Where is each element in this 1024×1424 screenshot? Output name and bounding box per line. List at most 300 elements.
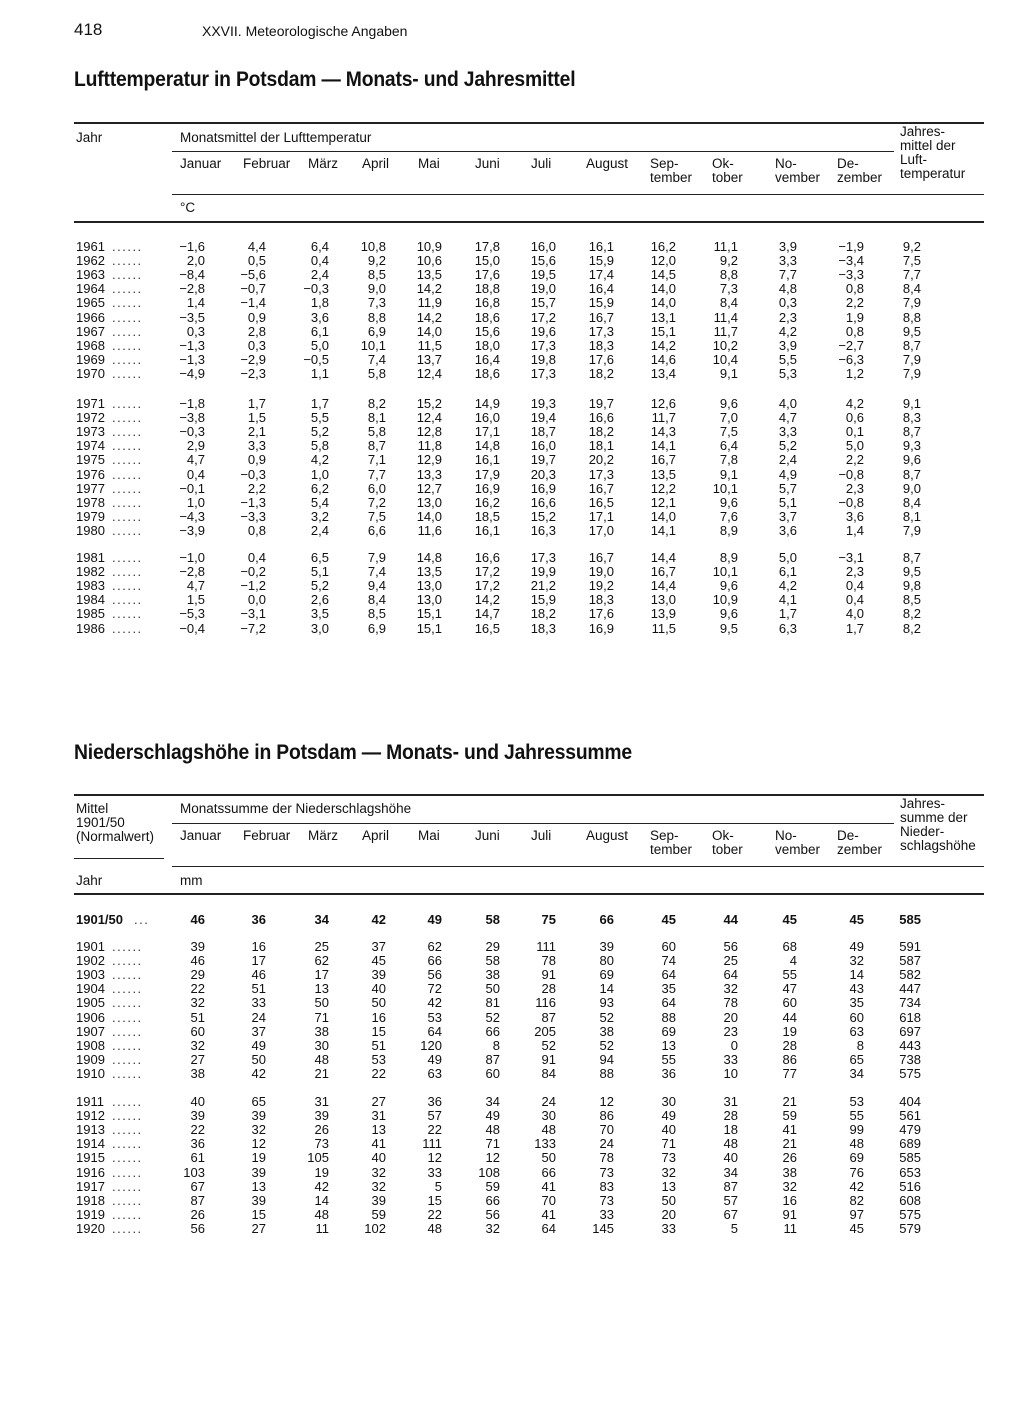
- table-row-value: 14,6: [650, 351, 676, 367]
- table-row-value: 2,4: [310, 267, 329, 283]
- table-row-value: 13,3: [416, 466, 442, 482]
- leader-dots: ......: [112, 967, 143, 983]
- annual-header-line: summe der: [900, 810, 968, 825]
- table-row-year: 1976: [76, 466, 105, 482]
- table-row-value: 22: [427, 1122, 442, 1138]
- table-row-value: 8,4: [719, 295, 738, 311]
- table-row-value: 8,7: [902, 337, 921, 353]
- table-row-value: 56: [427, 967, 442, 983]
- table-row-value: 19,0: [588, 564, 614, 580]
- table-row-value: 62: [427, 939, 442, 954]
- table-row-value: −1,3: [179, 337, 205, 353]
- table-row-value: 97: [849, 1206, 864, 1222]
- table-row-value: −2,7: [838, 337, 864, 353]
- table-row-value: 22: [190, 981, 205, 997]
- table-row-value: 60: [661, 939, 676, 954]
- table-row-year: 1975: [76, 452, 105, 468]
- table-row-value: 0,0: [247, 592, 266, 608]
- table-row-value: 16,2: [474, 494, 500, 510]
- table-row-value: 3,3: [778, 253, 797, 269]
- temperature-group-header: Monatsmittel der Lufttemperatur: [180, 130, 372, 145]
- leader-dots: ......: [112, 1178, 143, 1194]
- table-row-value: 17,6: [588, 351, 614, 367]
- month-header: tober: [712, 842, 743, 857]
- table-row-value: 32: [849, 953, 864, 969]
- table-row-value: 40: [723, 1150, 738, 1166]
- table-row-year: 1973: [76, 424, 105, 440]
- table-row-value: −0,8: [838, 494, 864, 510]
- table-row-value: 38: [599, 1023, 614, 1039]
- leader-dots: ......: [112, 981, 143, 997]
- table-row-value: 40: [190, 1094, 205, 1109]
- leader-dots: ......: [112, 281, 143, 297]
- table-row-value: 29: [485, 939, 500, 954]
- table-row-value: 18,7: [530, 424, 556, 440]
- table-row-value: 69: [661, 1023, 676, 1039]
- table-row-value: 40: [371, 1150, 386, 1166]
- table-row-value: 579: [899, 1220, 921, 1236]
- table-row-value: 23: [723, 1023, 738, 1039]
- table-row-value: 4,7: [778, 410, 797, 426]
- table-row-value: −0,7: [240, 281, 266, 297]
- table-row-year: 1969: [76, 351, 105, 367]
- table-row-value: 8,1: [367, 410, 386, 426]
- table-row-value: 205: [534, 1023, 556, 1039]
- table-row-value: 16,7: [588, 550, 614, 565]
- table-row-year: 1914: [76, 1136, 105, 1152]
- table-row-value: 4,0: [845, 606, 864, 622]
- table-row-value: 10,1: [360, 337, 386, 353]
- table-row-value: 13: [661, 1178, 676, 1194]
- table-row-value: 93: [599, 995, 614, 1011]
- table-row-value: 17,3: [530, 337, 556, 353]
- table-row-value: −3,5: [179, 309, 205, 325]
- table-row-value: 653: [899, 1164, 921, 1180]
- table-row-value: 37: [251, 1023, 266, 1039]
- table-row-year: 1984: [76, 592, 105, 608]
- table-row-year: 1906: [76, 1009, 105, 1025]
- table-row-value: 17,1: [588, 508, 614, 524]
- table-row-value: 66: [427, 953, 442, 969]
- table-row-value: 582: [899, 967, 921, 983]
- table-row-value: −2,9: [240, 351, 266, 367]
- table-row-value: 3,6: [845, 508, 864, 524]
- leader-dots: ......: [112, 1150, 143, 1166]
- table-row-value: 49: [485, 1108, 500, 1124]
- table-row-year: 1917: [76, 1178, 105, 1194]
- table-row-value: 13,0: [416, 494, 442, 510]
- table-row-value: 63: [849, 1023, 864, 1039]
- table-row-value: 443: [899, 1037, 921, 1053]
- table-row-value: 116: [535, 995, 556, 1011]
- leader-dots: ......: [112, 939, 143, 954]
- table-row-value: 8,8: [367, 309, 386, 325]
- table-row-value: 17: [314, 967, 329, 983]
- normal-row-value: 42: [371, 912, 386, 927]
- table-row-value: 17,9: [474, 466, 500, 482]
- table-row-value: 15,1: [416, 606, 442, 622]
- table-row-value: 561: [899, 1108, 921, 1124]
- table-row-value: 5,3: [778, 365, 797, 381]
- table-row-value: 48: [849, 1136, 864, 1152]
- table-row-value: 0,4: [845, 592, 864, 608]
- table-row-value: 1,7: [778, 606, 797, 622]
- table-row-value: 1,0: [186, 494, 205, 510]
- leader-dots: ......: [112, 550, 143, 565]
- leader-dots: ......: [112, 396, 143, 411]
- table-row-value: −0,5: [303, 351, 329, 367]
- table-row-value: 11,5: [651, 620, 676, 636]
- temperature-title: Lufttemperatur in Potsdam — Monats- und Jahresmittel: [74, 68, 576, 91]
- table-row-value: 14,0: [416, 508, 442, 524]
- table-row-value: 4,0: [778, 396, 797, 411]
- table-row-value: 25: [314, 939, 329, 954]
- table-row-value: 60: [782, 995, 797, 1011]
- table-row-value: 87: [190, 1192, 205, 1208]
- table-row-value: 0,4: [845, 578, 864, 594]
- table-row-value: 48: [314, 1051, 329, 1067]
- table-row-value: 8,4: [902, 494, 921, 510]
- table-row-value: 41: [782, 1122, 797, 1138]
- table-row-value: 1,1: [310, 365, 329, 381]
- month-header: Juli: [531, 156, 552, 171]
- table-row-year: 1970: [76, 365, 105, 381]
- table-row-value: 15,6: [474, 323, 500, 339]
- month-header: August: [586, 156, 629, 171]
- table-row-value: 50: [314, 995, 329, 1011]
- table-row-year: 1909: [76, 1051, 105, 1067]
- table-row-value: 91: [541, 967, 556, 983]
- table-row-value: 9,8: [902, 578, 921, 594]
- table-row-value: 33: [251, 995, 266, 1011]
- table-row-value: 516: [899, 1178, 921, 1194]
- table-row-value: 46: [190, 953, 205, 969]
- table-row-year: 1968: [76, 337, 105, 353]
- table-row-value: −2,8: [179, 564, 205, 580]
- table-row-value: 13,5: [416, 267, 442, 283]
- table-row-value: 38: [485, 967, 500, 983]
- table-row-value: 29: [190, 967, 205, 983]
- table-row-value: 21: [314, 1065, 329, 1081]
- table-row-value: 16,7: [650, 452, 676, 468]
- table-row-value: 9,6: [719, 606, 738, 622]
- table-row-value: 55: [849, 1108, 864, 1124]
- table-row-value: 18,6: [474, 365, 500, 381]
- annual-header-line: Jahres-: [900, 124, 946, 139]
- leader-dots: ......: [112, 953, 143, 969]
- month-header: Mai: [418, 828, 440, 843]
- table-row-value: 91: [541, 1051, 556, 1067]
- table-row-value: 41: [371, 1136, 386, 1152]
- table-row-value: 16,5: [474, 620, 500, 636]
- table-row-value: 2,0: [186, 253, 205, 269]
- leader-dots: ......: [112, 337, 143, 353]
- table-row-value: 17,2: [474, 578, 500, 594]
- table-row-value: 10,6: [416, 253, 442, 269]
- table-row-value: 9,2: [367, 253, 386, 269]
- table-row-value: 6,9: [367, 323, 386, 339]
- table-row-value: 2,6: [310, 592, 329, 608]
- leader-dots: ......: [112, 1136, 143, 1152]
- table-row-value: 52: [599, 1037, 614, 1053]
- table-row-value: 689: [899, 1136, 921, 1152]
- table-row-value: 32: [190, 1037, 205, 1053]
- month-header: tober: [712, 170, 743, 185]
- leader-dots: ......: [112, 480, 143, 496]
- table-row-value: 13,0: [416, 578, 442, 594]
- table-row-value: 5,8: [367, 424, 386, 440]
- table-row-value: 5,4: [310, 494, 329, 510]
- leader-dots: ......: [112, 253, 143, 269]
- table-row-value: 12: [485, 1150, 500, 1166]
- table-row-value: 7,5: [902, 253, 921, 269]
- table-row-value: 4,7: [186, 578, 205, 594]
- table-row-value: 47: [782, 981, 797, 997]
- table-row-value: 102: [364, 1220, 386, 1236]
- table-row-value: 38: [314, 1023, 329, 1039]
- table-row-value: 22: [190, 1122, 205, 1138]
- table-row-value: 49: [427, 1051, 442, 1067]
- table-row-value: 64: [661, 967, 676, 983]
- table-row-value: 16,8: [474, 295, 500, 311]
- table-row-value: 18,3: [530, 620, 556, 636]
- table-row-value: −3,3: [838, 267, 864, 283]
- table-row-value: 14,4: [650, 550, 676, 565]
- table-row-value: 10,2: [712, 337, 738, 353]
- table-row-value: −7,2: [240, 620, 266, 636]
- month-header: März: [308, 156, 338, 171]
- table-row-year: 1905: [76, 995, 105, 1011]
- table-row-value: 479: [899, 1122, 921, 1138]
- leader-dots: ......: [112, 578, 143, 594]
- table-row-value: 11,6: [417, 522, 442, 538]
- table-row-value: 4: [789, 953, 797, 969]
- table-row-value: 17,6: [474, 267, 500, 283]
- table-row-value: 52: [599, 1009, 614, 1025]
- table-row-year: 1964: [76, 281, 105, 297]
- leader-dots: ......: [112, 323, 143, 339]
- table-row-year: 1965: [76, 295, 105, 311]
- table-row-value: 9,3: [902, 438, 921, 454]
- temperature-rule-header: [172, 194, 984, 195]
- table-row-value: 56: [723, 939, 738, 954]
- month-header: zember: [837, 842, 883, 857]
- table-row-value: 60: [849, 1009, 864, 1025]
- table-row-year: 1982: [76, 564, 105, 580]
- table-row-value: 447: [899, 981, 921, 997]
- table-row-value: 1,2: [845, 365, 864, 381]
- table-row-value: 73: [599, 1164, 614, 1180]
- table-row-value: 14,2: [650, 337, 676, 353]
- precipitation-rule-group: [172, 823, 894, 824]
- table-row-value: 7,8: [719, 452, 738, 468]
- table-row-value: 8,5: [902, 592, 921, 608]
- table-row-value: 5,5: [778, 351, 797, 367]
- table-row-year: 1903: [76, 967, 105, 983]
- table-row-value: 17: [251, 953, 266, 969]
- table-row-value: 105: [307, 1150, 329, 1166]
- normal-row-value: 585: [899, 912, 921, 927]
- table-row-value: 19,2: [588, 578, 614, 594]
- table-row-value: 50: [371, 995, 386, 1011]
- table-row-value: 7,0: [719, 410, 738, 426]
- table-row-value: 12,7: [416, 480, 442, 496]
- table-row-value: 69: [599, 967, 614, 983]
- table-row-value: 25: [723, 953, 738, 969]
- table-row-value: 8,8: [902, 309, 921, 325]
- table-row-value: 30: [541, 1108, 556, 1124]
- table-row-value: 66: [485, 1192, 500, 1208]
- table-row-value: 17,3: [588, 466, 614, 482]
- normal-row-value: 46: [190, 912, 205, 927]
- table-row-value: 67: [190, 1178, 205, 1194]
- table-row-year: 1919: [76, 1206, 105, 1222]
- table-row-year: 1966: [76, 309, 105, 325]
- table-row-value: 20,2: [588, 452, 614, 468]
- table-row-value: 78: [723, 995, 738, 1011]
- leader-dots: ......: [112, 1023, 143, 1039]
- table-row-value: 7,9: [902, 522, 921, 538]
- table-row-value: 19,0: [530, 281, 556, 297]
- table-row-value: 8,2: [367, 396, 386, 411]
- table-row-value: 14,4: [650, 578, 676, 594]
- precipitation-rule-body: [74, 893, 984, 895]
- table-row-value: 60: [485, 1065, 500, 1081]
- normal-row-value: 44: [723, 912, 738, 927]
- table-row-year: 1967: [76, 323, 105, 339]
- table-row-value: 19,5: [530, 267, 556, 283]
- table-row-value: 2,8: [247, 323, 266, 339]
- table-row-value: 4,9: [778, 466, 797, 482]
- table-row-value: 14: [849, 967, 864, 983]
- table-row-year: 1911: [76, 1094, 104, 1109]
- table-row-value: 13,9: [650, 606, 676, 622]
- table-row-value: 15,9: [530, 592, 556, 608]
- table-row-value: 49: [251, 1037, 266, 1053]
- table-row-value: 0,8: [845, 281, 864, 297]
- table-row-year: 1913: [76, 1122, 105, 1138]
- precipitation-rule-mean: [74, 858, 164, 859]
- table-row-value: 9,6: [902, 452, 921, 468]
- table-row-value: 19: [251, 1150, 266, 1166]
- table-row-value: 7,4: [367, 564, 386, 580]
- table-row-value: 16: [251, 939, 266, 954]
- table-row-value: 18,3: [588, 592, 614, 608]
- table-row-value: 78: [599, 1150, 614, 1166]
- normal-row-year: 1901/50: [76, 912, 123, 927]
- table-row-value: 81: [485, 995, 500, 1011]
- normal-row-value: 58: [485, 912, 500, 927]
- table-row-value: 16,7: [650, 564, 676, 580]
- table-row-value: 0: [730, 1037, 738, 1053]
- table-row-value: 7,7: [778, 267, 797, 283]
- annual-header-line: Jahres-: [900, 796, 946, 811]
- table-row-value: 19: [782, 1023, 797, 1039]
- leader-dots: ......: [112, 1065, 143, 1081]
- table-row-value: 14,0: [650, 281, 676, 297]
- leader-dots: ......: [112, 410, 143, 426]
- table-row-value: 15,9: [588, 253, 614, 269]
- table-row-value: 0,8: [845, 323, 864, 339]
- table-row-value: −0,8: [838, 466, 864, 482]
- table-row-value: −0,2: [240, 564, 266, 580]
- table-row-value: 8: [856, 1037, 864, 1053]
- table-row-value: 16,6: [530, 494, 556, 510]
- table-row-value: 66: [541, 1164, 556, 1180]
- table-row-value: 8,8: [719, 267, 738, 283]
- table-row-year: 1963: [76, 267, 105, 283]
- table-row-value: 6,4: [719, 438, 738, 454]
- table-row-value: 16,1: [474, 452, 500, 468]
- table-row-value: 16,3: [530, 522, 556, 538]
- table-row-value: 73: [661, 1150, 676, 1166]
- table-row-year: 1983: [76, 578, 105, 594]
- month-header: Sep-: [650, 156, 679, 171]
- leader-dots: ......: [112, 438, 143, 454]
- leader-dots: ......: [112, 1037, 143, 1053]
- table-row-value: 36: [427, 1094, 442, 1109]
- table-row-value: 64: [541, 1220, 556, 1236]
- table-row-value: 19: [314, 1164, 329, 1180]
- table-row-value: 11,7: [713, 323, 738, 339]
- table-row-value: 71: [661, 1136, 676, 1152]
- table-row-value: 32: [661, 1164, 676, 1180]
- normal-row-value: 45: [849, 912, 864, 927]
- table-row-value: 0,4: [186, 466, 205, 482]
- table-row-year: 1910: [76, 1065, 105, 1081]
- table-row-value: 9,5: [719, 620, 738, 636]
- table-row-value: −1,3: [179, 351, 205, 367]
- table-row-value: 56: [485, 1206, 500, 1222]
- table-row-value: 19,8: [530, 351, 556, 367]
- table-row-value: 1,9: [845, 309, 864, 325]
- table-row-value: 53: [849, 1094, 864, 1109]
- table-row-value: 99: [849, 1122, 864, 1138]
- table-row-value: 591: [899, 939, 921, 954]
- table-row-value: 14,5: [650, 267, 676, 283]
- table-row-value: 13,0: [650, 592, 676, 608]
- table-row-value: 12,6: [650, 396, 676, 411]
- table-row-value: −1,6: [179, 239, 205, 254]
- table-row-value: 11,9: [417, 295, 442, 311]
- table-row-value: 11,7: [651, 410, 676, 426]
- table-row-value: 8,7: [902, 550, 921, 565]
- table-row-value: 53: [371, 1051, 386, 1067]
- table-row-year: 1920: [76, 1220, 105, 1236]
- table-row-value: 7,5: [367, 508, 386, 524]
- leader-dots: ......: [112, 309, 143, 325]
- table-row-value: 8,3: [902, 410, 921, 426]
- table-row-value: 13,0: [416, 592, 442, 608]
- table-row-value: 0,8: [247, 522, 266, 538]
- table-row-value: 42: [849, 1178, 864, 1194]
- table-row-value: 74: [661, 953, 676, 969]
- table-row-value: 14: [599, 981, 614, 997]
- table-row-value: 26: [782, 1150, 797, 1166]
- table-row-value: 72: [427, 981, 442, 997]
- table-row-value: 4,2: [310, 452, 329, 468]
- table-row-value: 16,1: [588, 239, 614, 254]
- precipitation-rule-header: [172, 866, 984, 867]
- table-row-value: 2,3: [845, 564, 864, 580]
- table-row-value: 65: [849, 1051, 864, 1067]
- table-row-value: 68: [782, 939, 797, 954]
- table-row-value: 2,4: [778, 452, 797, 468]
- table-row-value: 11,5: [417, 337, 442, 353]
- table-row-value: 9,0: [367, 281, 386, 297]
- table-row-value: 16,9: [474, 480, 500, 496]
- table-row-value: 133: [534, 1136, 556, 1152]
